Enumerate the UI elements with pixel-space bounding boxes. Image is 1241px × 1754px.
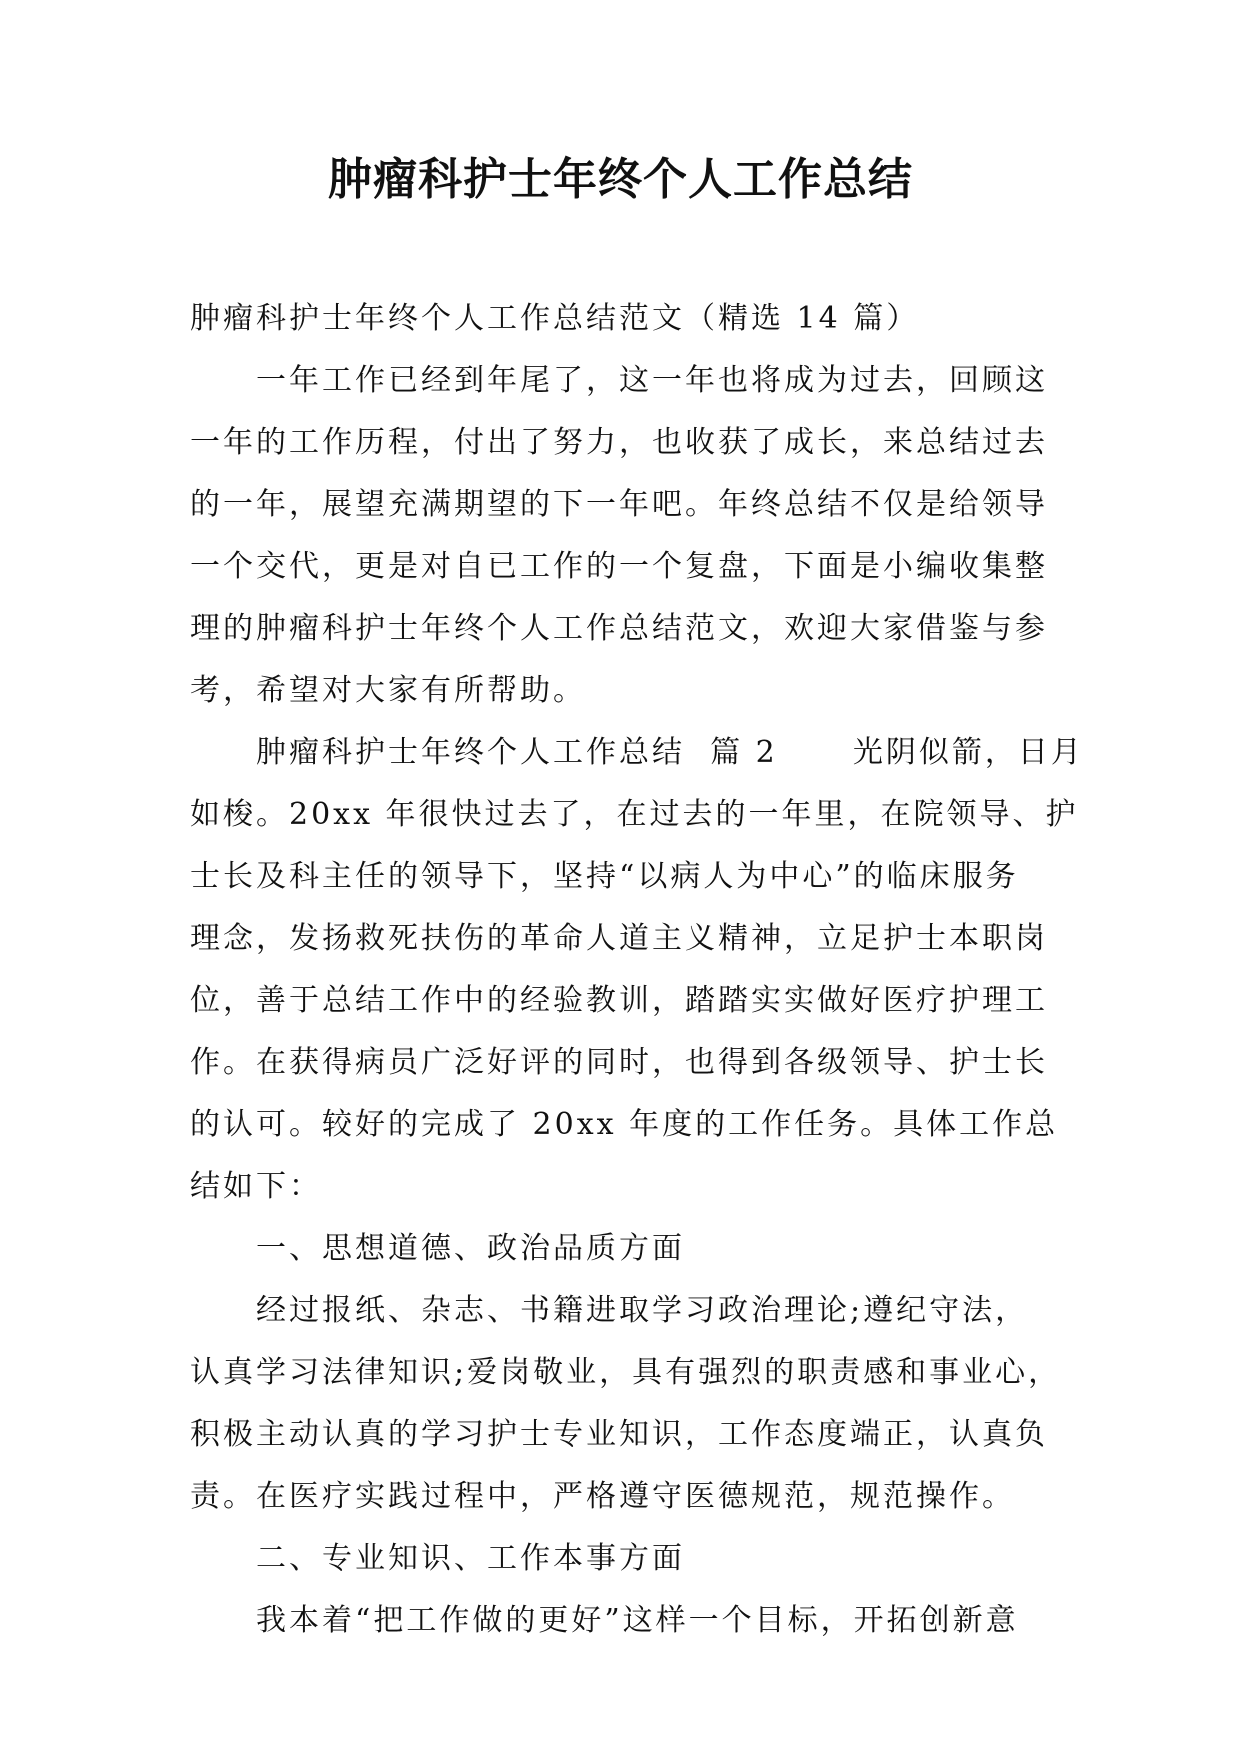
paragraph-line: 一年的工作历程，付出了努力，也收获了成长，来总结过去: [190, 425, 1048, 460]
document-title: 肿瘤科护士年终个人工作总结: [328, 154, 913, 205]
paragraph-line: 作。在获得病员广泛好评的同时，也得到各级领导、护士长: [190, 1045, 1048, 1080]
paragraph-line: 责。在医疗实践过程中，严格遵守医德规范，规范操作。: [190, 1479, 1015, 1514]
paragraph-line: 士长及科主任的领导下，坚持“以病人为中心”的临床服务: [190, 859, 1019, 894]
paragraph-line: 积极主动认真的学习护士专业知识，工作态度端正，认真负: [190, 1417, 1048, 1452]
paragraph-line: 认真学习法律知识;爱岗敬业，具有强烈的职责感和事业心，: [190, 1355, 1062, 1390]
paragraph-line: 理的肿瘤科护士年终个人工作总结范文，欢迎大家借鉴与参: [190, 611, 1048, 646]
paragraph-line: 结如下：: [190, 1169, 322, 1204]
paragraph-line: 的认可。较好的完成了 20xx 年度的工作任务。具体工作总: [190, 1107, 1059, 1142]
section-heading: 二、专业知识、工作本事方面: [256, 1541, 685, 1576]
subtitle-line: 肿瘤科护士年终个人工作总结范文（精选 14 篇）: [190, 301, 920, 336]
paragraph-line: 如梭。20xx 年很快过去了，在过去的一年里，在院领导、护: [190, 797, 1079, 832]
paragraph-line: 位，善于总结工作中的经验教训，踏踏实实做好医疗护理工: [190, 983, 1048, 1018]
paragraph-line: 一年工作已经到年尾了，这一年也将成为过去，回顾这: [256, 363, 1048, 398]
section-heading: 一、思想道德、政治品质方面: [256, 1231, 685, 1266]
paragraph-line: 的一年，展望充满期望的下一年吧。年终总结不仅是给领导: [190, 487, 1048, 522]
paragraph-line: 肿瘤科护士年终个人工作总结 篇 2 光阴似箭，日月: [256, 735, 1084, 770]
paragraph-line: 一个交代，更是对自已工作的一个复盘，下面是小编收集整: [190, 549, 1048, 584]
paragraph-line: 考，希望对大家有所帮助。: [190, 673, 586, 708]
document-body: [190, 288, 1084, 1652]
paragraph-line: 我本着“把工作做的更好”这样一个目标，开拓创新意: [256, 1603, 1019, 1638]
paragraph-line: 经过报纸、杂志、书籍进取学习政治理论;遵纪守法，: [256, 1293, 1029, 1328]
paragraph-line: 理念，发扬救死扶伤的革命人道主义精神，立足护士本职岗: [190, 921, 1048, 956]
